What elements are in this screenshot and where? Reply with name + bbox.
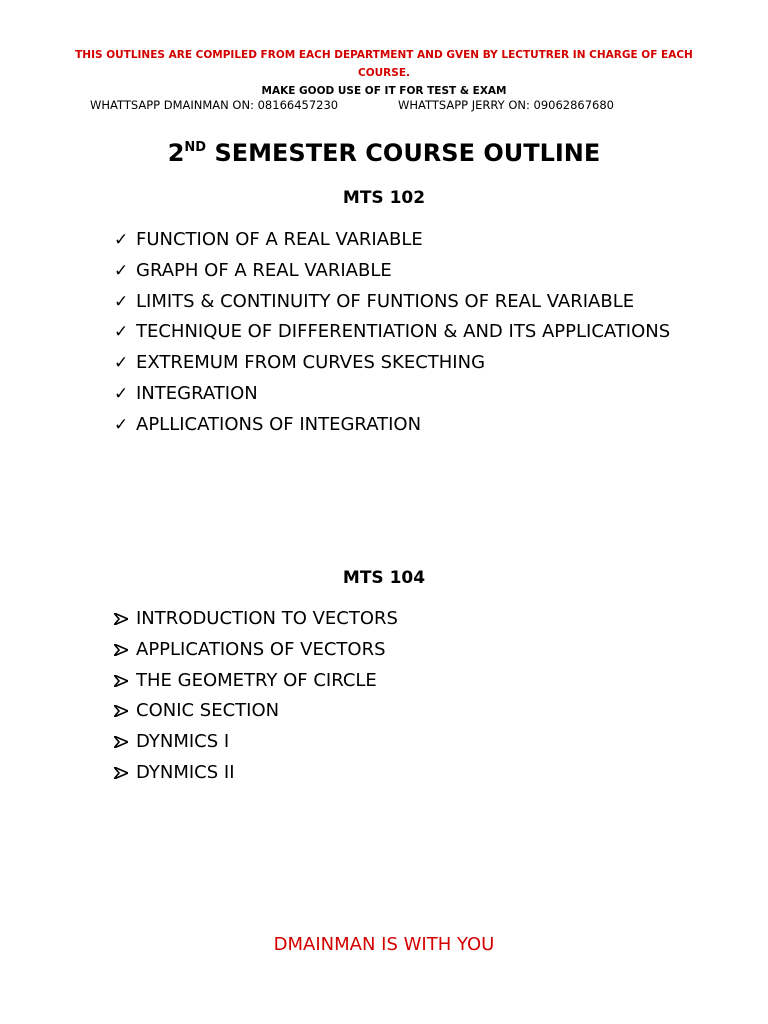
- title-ordinal-number: 2: [167, 139, 185, 167]
- list-item: [114, 604, 674, 635]
- list-item: [114, 635, 674, 666]
- notice-block: [60, 46, 708, 100]
- list-item: [114, 348, 674, 379]
- arrow-icon: [114, 635, 134, 656]
- list-item: [114, 287, 674, 318]
- list-item-text: DYNMICS II: [136, 761, 235, 783]
- list-item: [114, 225, 674, 256]
- arrow-icon: [114, 666, 134, 687]
- list-item: [114, 696, 674, 727]
- arrow-icon: [114, 727, 134, 748]
- title-ordinal-suffix: ND: [184, 140, 207, 155]
- course-list-mts104: [114, 604, 674, 789]
- list-item: [114, 666, 674, 697]
- course-heading-mts102: MTS 102: [342, 188, 426, 208]
- notice-compiled-text: THIS OUTLINES ARE COMPILED FROM EACH DEPARTMENT AND GVEN BY LECTUTRER IN CHARGE OF EACH COURSE.: [75, 49, 693, 79]
- arrow-icon: [114, 758, 134, 779]
- list-item: [114, 379, 674, 410]
- list-item: [114, 317, 674, 348]
- arrow-icon: [114, 696, 134, 717]
- list-item-text: LIMITS & CONTINUITY OF FUNTIONS OF REAL VARIABLE: [136, 290, 635, 312]
- footer-note: DMAINMAN IS WITH YOU: [273, 934, 495, 955]
- title-text: SEMESTER COURSE OUTLINE: [214, 139, 601, 167]
- arrow-icon: [114, 604, 134, 625]
- list-item-text: EXTREMUM FROM CURVES SKECTHING: [136, 352, 486, 374]
- list-item: [114, 758, 674, 789]
- list-item: [114, 256, 674, 287]
- check-icon: ✓: [114, 353, 129, 374]
- list-item-text: APPLICATIONS OF VECTORS: [136, 638, 386, 660]
- list-item-text: APLLICATIONS OF INTEGRATION: [136, 413, 422, 435]
- check-icon: ✓: [114, 291, 129, 312]
- list-item-text: DYNMICS I: [136, 731, 230, 753]
- check-icon: ✓: [114, 260, 129, 281]
- course-heading-mts104: MTS 104: [342, 568, 426, 588]
- check-icon: ✓: [114, 383, 129, 404]
- course-list-mts102: [114, 225, 674, 441]
- list-item-text: INTEGRATION: [136, 382, 258, 404]
- check-icon: ✓: [114, 230, 129, 250]
- list-item-text: INTRODUCTION TO VECTORS: [136, 608, 398, 629]
- list-item-text: THE GEOMETRY OF CIRCLE: [136, 669, 377, 691]
- list-item: [114, 727, 674, 758]
- notice-usage-text: MAKE GOOD USE OF IT FOR TEST & EXAM: [261, 85, 507, 97]
- list-item: [114, 410, 674, 441]
- page-title: [0, 136, 768, 170]
- contact-dmainman: WHATTSAPP DMAINMAN ON: 08166457230: [90, 98, 339, 112]
- check-icon: ✓: [114, 322, 129, 343]
- contact-jerry: WHATTSAPP JERRY ON: 09062867680: [398, 98, 614, 112]
- list-item-text: FUNCTION OF A REAL VARIABLE: [136, 229, 423, 250]
- list-item-text: TECHNIQUE OF DIFFERENTIATION & AND ITS APPLICATIONS: [136, 321, 671, 343]
- check-icon: ✓: [114, 414, 129, 435]
- list-item-text: GRAPH OF A REAL VARIABLE: [136, 259, 392, 281]
- list-item-text: CONIC SECTION: [136, 700, 280, 722]
